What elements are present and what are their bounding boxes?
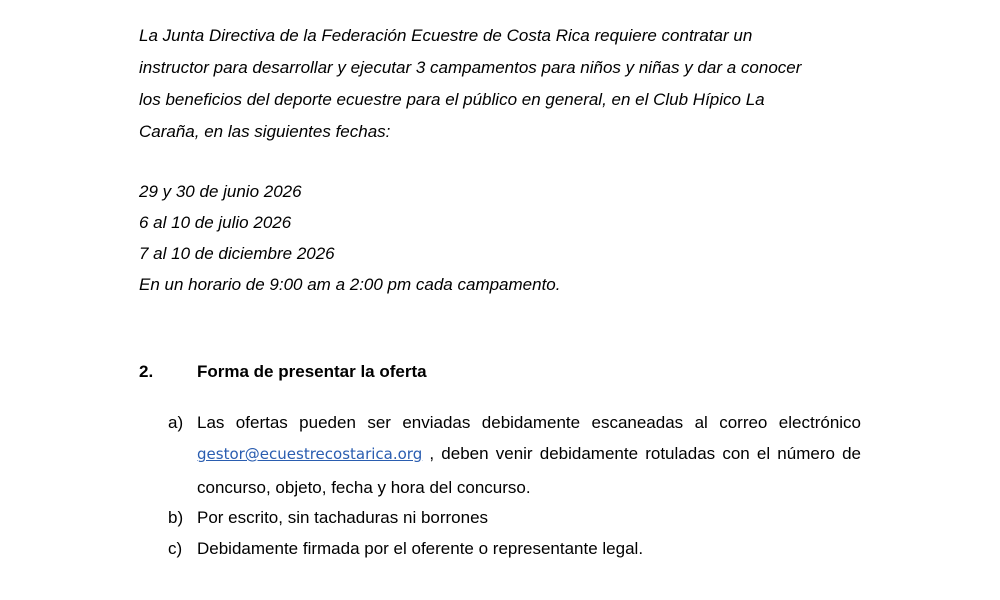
intro-line-4: Caraña, en las siguientes fechas: [139, 122, 391, 141]
item-a-line-1: Las ofertas pueden ser enviadas debidamente escaneadas al correo electrónico [197, 413, 861, 432]
list-marker-a: a) [168, 413, 184, 432]
date-line-2: 6 al 10 de julio 2026 [139, 213, 292, 232]
intro-line-1: La Junta Directiva de la Federación Ecuestre de Costa Rica requiere contratar un [139, 26, 753, 45]
item-c-text: Debidamente firmada por el oferente o representante legal. [197, 539, 644, 558]
list-marker-c: c) [168, 539, 183, 558]
intro-line-3: los beneficios del deporte ecuestre para el público en general, en el Club Hípico La [139, 90, 765, 109]
item-a-line-2-text: , deben venir debidamente rotuladas con el número de [422, 444, 862, 463]
schedule-line: En un horario de 9:00 am a 2:00 pm cada campamento. [139, 275, 561, 294]
date-line-3: 7 al 10 de diciembre 2026 [139, 244, 335, 263]
item-a-line-2 [197, 444, 861, 464]
section-number: 2. [139, 362, 154, 381]
intro-line-2: instructor para desarrollar y ejecutar 3 campamentos para niños y niñas y dar a conocer [139, 58, 802, 77]
item-a-line-3: concurso, objeto, fecha y hora del concurso. [197, 478, 531, 497]
list-marker-b: b) [168, 508, 184, 527]
section-title: Forma de presentar la oferta [197, 362, 427, 381]
item-b-text: Por escrito, sin tachaduras ni borrones [197, 508, 489, 527]
email-link[interactable]: gestor@ecuestrecostarica.org [197, 445, 423, 463]
date-line-1: 29 y 30 de junio 2026 [139, 182, 302, 201]
